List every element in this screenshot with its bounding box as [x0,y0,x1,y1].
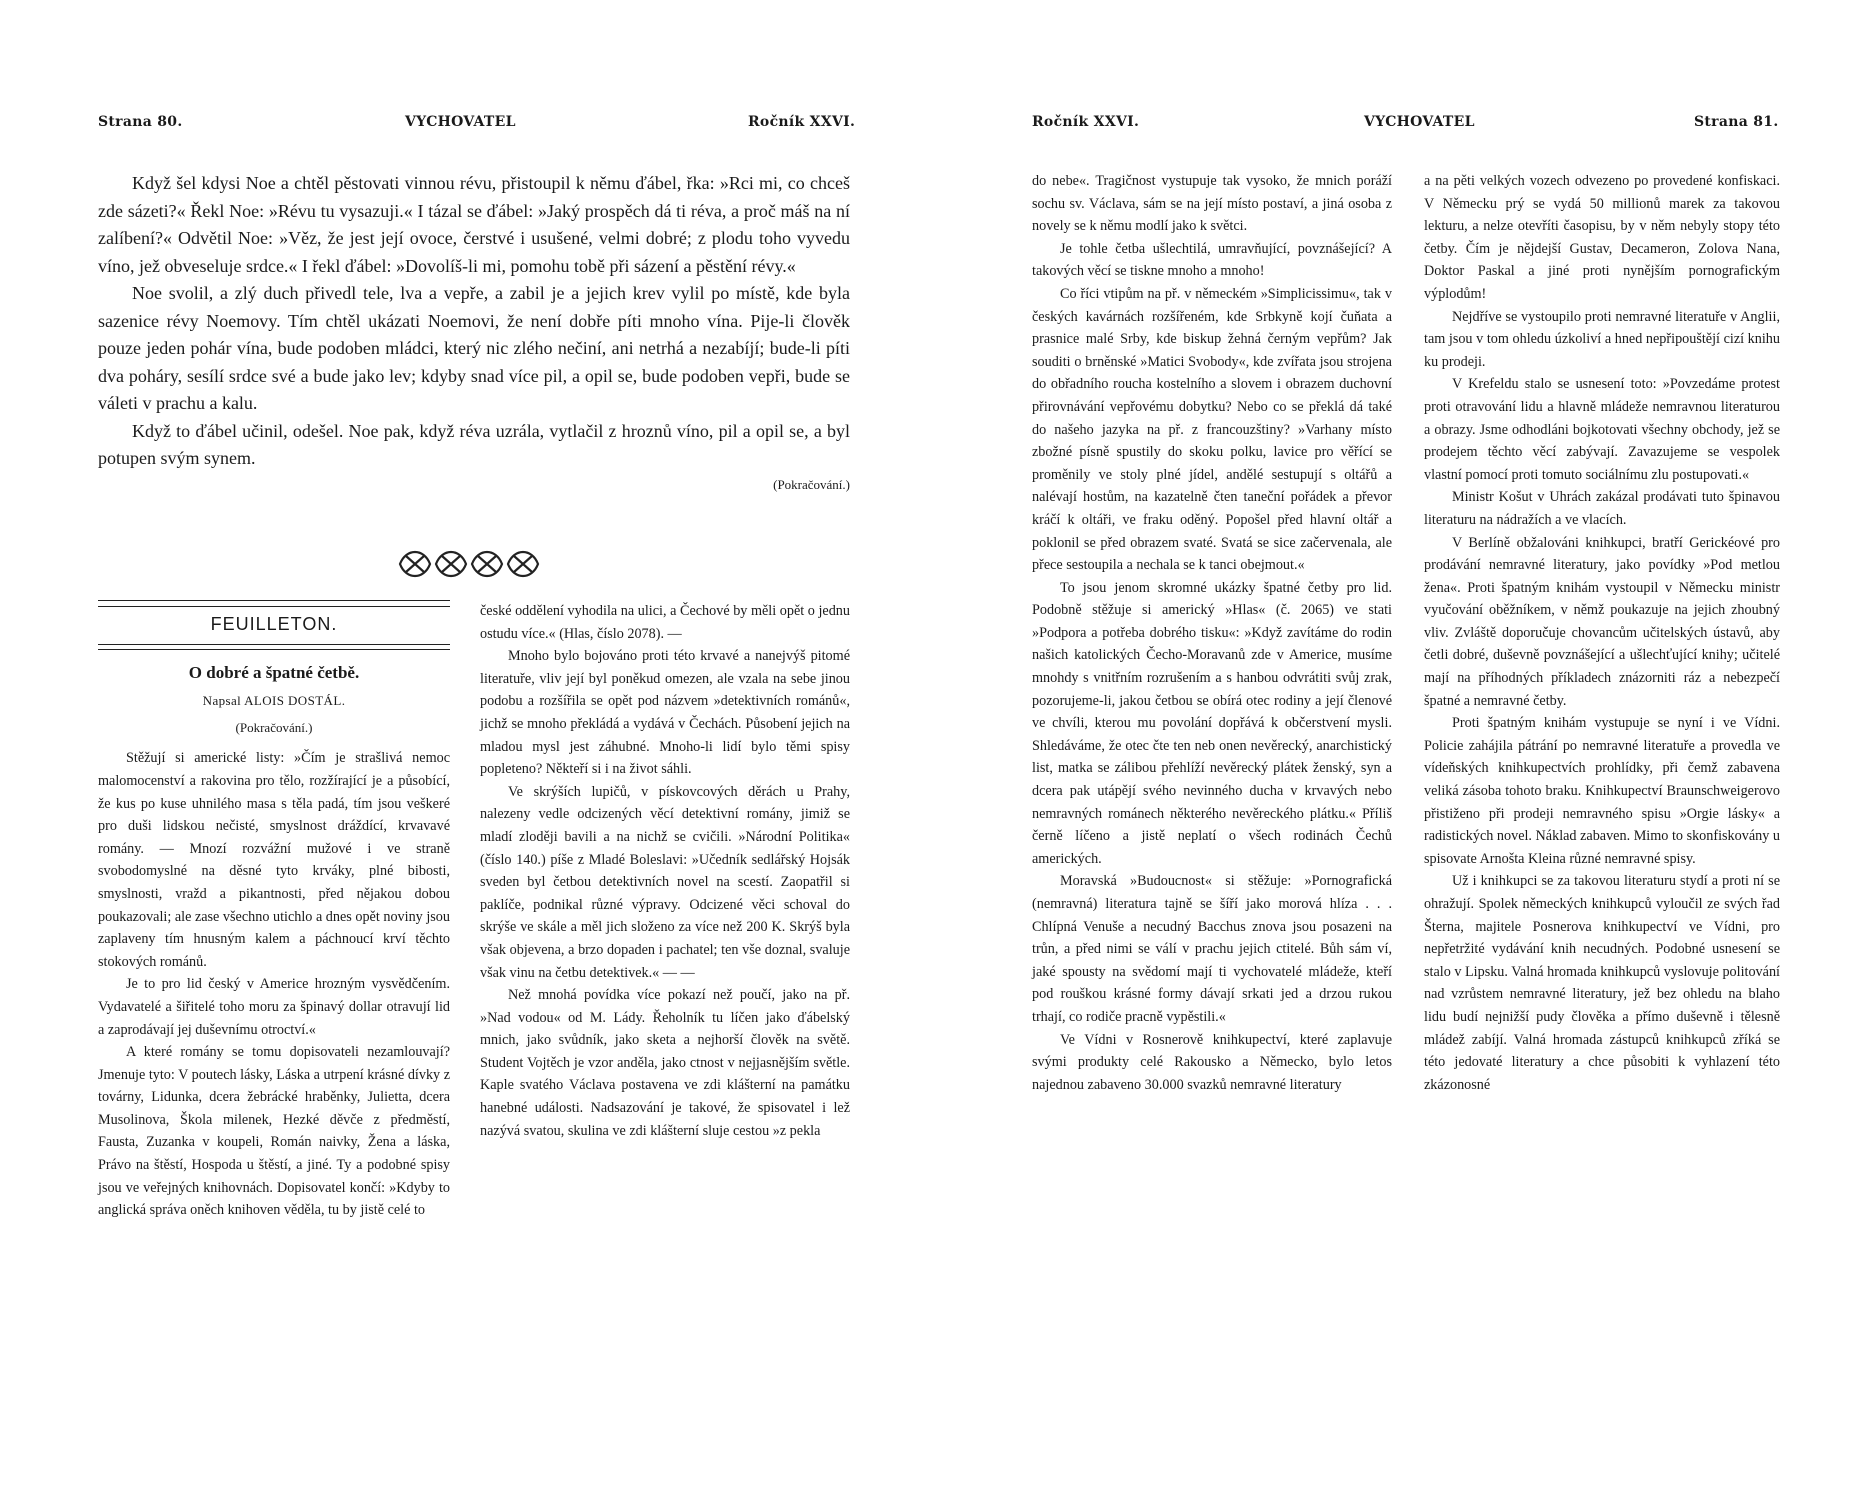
page-number: Strana 81. [1694,114,1779,130]
continuation-note: (Pokračování.) [773,476,850,492]
journal-title: VYCHOVATEL [405,114,516,130]
paragraph: Mnoho bylo bojováno proti této krvavé a nanejvýš pitomé literatuře, vliv její byl poněkud omezen, ale vzala na sebe jinou podobu a rozšířila se opět pod názvem »detektivních románů«, jichž se mnoho překládá a vydává v Čechách. Působení jejich na mladou mysl jest záhubné. Mnoho-li lidí bylo těmi spisy popleteno? Někteří si i na život sáhli. [480,648,850,778]
paragraph: Noe svolil, a zlý duch přivedl tele, lva a vepře, a zabil je a jejich krev vylil po místě, kde byla sazenice révy Noemovy. Tím chtěl ukázati Noemovi, že není dobře píti mnoho vína. Pije-li člověk pouze jeden pohár vína, bude podoben mládci, který nic zlého nečiní, ani netrhá a nezabíjí; bude-li píti dva poháry, sesílí srdce své a bude jako lev; kdyby snad více pil, a opil se, bude podoben vepři, bude se váleti v prachu a kalu. [98,283,850,413]
article-column-4 [1424,170,1780,1096]
double-rule [98,600,450,607]
right-page [934,0,1868,1500]
page-number: Strana 80. [98,114,183,130]
paragraph: české oddělení vyhodila na ulici, a Čechové by měli opět o jednu ostudu více.« (Hlas, číslo 2078). — [480,603,850,642]
paragraph: Ve Vídni v Rosnerově knihkupectví, které zaplavuje svými produkty celé Rakousko a Německo, bylo letos najednou zabaveno 30.000 svazků nemravné literatury [1032,1031,1392,1093]
paragraph: Ve skrýších lupičů, v pískovcových děrách u Prahy, nalezeny vedle odcizených věcí detektivní romány, jimiž se mladí zloději bavili a na nichž se cvičili. »Národní Politika« (číslo 140.) píše z Mladé Boleslavi: »Učedník sedlářský Hojsák sveden byl četbou detektivních novel na scestí. Zaopatřil si paklíče, podnikal různé výpravy. Odcizené věci schoval do skrýše ve skále a měl jich složeno za více než 200 K. Skrýš byla však objevena, a brzo dopaden i pachatel; ten vše doznal, svaluje však vinu na četbu detektivek.« — — [480,783,850,981]
ornament-icon [396,544,546,584]
paragraph: Stěžují si americké listy: »Čím je strašlivá nemoc malomocenství a rakovina pro tělo, rozžírající je a působící, že kus po kuse uhnilého masa s těla padá, tím jsou veškeré pro duši lidskou nečisté, smyslnost dráždící, krvavavé romány. — Mnozí rozvážní mužové i ve straně svobodomyslné na děsné tyto krváky, plné bibosti, smyslnosti, vražd a pikantnosti, před nějakou dobou poukazovali; ale zase všechno utichlo a dnes opět noviny jsou zaplaveny tím hnusným kalem a páchnoucí krví těchto stokových románů. [98,750,450,970]
feuilleton-column-2 [480,600,850,1142]
paragraph: Je to pro lid český v Americe hrozným vysvědčením. Vydavatelé a šiřitelé toho moru za špinavý dollar otravují lid a zaprodávají jej duševnímu otroctví.« [98,976,450,1038]
article-title: O dobré a špatné četbě. [188,662,360,682]
continued-note: (Pokračování.) [235,719,313,735]
volume-number: Ročník XXVI. [748,114,856,130]
feuilleton-column-1 [98,600,450,1222]
section-heading: FEUILLETON. [210,614,338,634]
byline: Napsal ALOIS DOSTÁL. [202,693,346,709]
paragraph: Když šel kdysi Noe a chtěl pěstovati vinnou révu, přistoupil k němu ďábel, řka: »Rci mi, co chceš zde sázeti?« Řekl Noe: »Révu tu vysazuji.« I tázal se ďábel: »Jaký prospěch dá ti réva, a proč máš na ní zalíbení?« Odvětil Noe: »Věz, že jest její ovoce, čerstvé i usušené, velmi dobré; z plodu toho vyvedu víno, jež obveseluje srdce.« I řekl ďábel: »Dovolíš-li mi, pomohu tobě při sázení a pěstění révy.« [98,173,850,276]
paragraph: V Berlíně obžalováni knihkupci, bratří Gerickéové pro prodávání nemravné literatury, jako povídky »Pod metlou žena«. Proti špatným knihám vystoupil v Německu ministr vyučování oběžníkem, v němž poukazuje na jejich zhoubný vliv. Zvláště doporučuje chovancům učitelských ústavů, aby četli dobré, duševně povznášející a ušlechťující knihy; učitelé mají na příhodných příkladech znázorniti ráz a nebezpečí špatné a nemravné četby. [1424,534,1780,709]
paragraph: Je tohle četba ušlechtilá, umravňující, povznášející? A takových věcí se tiskne mnoho a mnoho! [1032,240,1392,280]
paragraph: Už i knihkupci se za takovou literaturu stydí a proti ní se ohražují. Spolek německých knihkupců vyloučil ze svých řad Šterna, majitele Posnerova knihkupectví ve Vídni, pro nepřetržité vydávání knih necudných. Podobné usnesení se stalo v Lipsku. Valná hromada knihkupců vyslovuje politování nad vzrůstem nemravné literatury, jež bez ohledu na blaho lidu budí nejnižší pudy člověka a přímo duševně i tělesně mládež zabíjí. Valná hromada zástupců knihkupců zříká se této jedovaté literatury a chce působiti k vyhlazení této zkázonosné [1424,873,1780,1093]
paragraph: Co říci vtipům na př. v německém »Simplicissimu«, tak v českých kavárnách rozšířeném, kde Srbkyně kojí čuňata a prasnice malé Srby, kde biskup žehná černým vepřům? Jak souditi o brněnské »Matici Svobody«, kde zvířata jsou strojena do obřadního roucha kostelního a slovem i obrazem duchovní přirovnávání vepřovému dobytku? Nebo co se překlá dá také do našeho jazyka na př. z francouzštiny? »Varhany místo zbožné písně spustily do skoku polku, lavice pro věřící se proměnily ve stoly plné jídel, andělé sestupují s oltářů a nalévají hostům, na kazatelně čten taneční pořádek a převor kráčí k oltáři, ve fraku oděný. Popošel před hlavní oltář a poklonil se před obrazem svaté. Svatá se sice začervenala, ale přece sestoupila a nechala se k tanci obejmout.« [1032,285,1392,574]
paragraph: Ministr Košut v Uhrách zakázal prodávati tuto špinavou literaturu na nádražích a ve vlacích. [1424,489,1780,528]
paragraph: To jsou jenom skromné ukázky špatné četby pro lid. Podobně stěžuje si americký »Hlas« (č. 2065) ve stati »Podpora a potřeba dobrého tisku«: »Když zavítáme do rodin našich katolických Čecho-Moravanů zde v Americe, musíme mnohdy s vnitřním rozrušením a s hanbou odvrátiti svůj zrak, pozorujeme-li, jakou četbou se obírá otec rodiny a její členové ve chvíli, kterou mu povolání dopřává k občerstvení mysli. Shledáváme, že otec čte ten neb onen nevěrecký, anarchistický list, matka se zálibou přehlíží nevěrecký plátek ženský, syn a dcera pak utápějí svého nevinného ducha v krvavých nebo nemravných románech některého nevěreckého plátku.« Příliš černě líčeno a jistě neplatí o všech rodinách Čechů amerických. [1032,579,1392,867]
paragraph: Nejdříve se vystoupilo proti nemravné literatuře v Anglii, tam jsou v tom ohledu úzkoliví a hned nepřipouštějí cizí knihu ku prodeji. [1424,308,1780,370]
paragraph: Když to ďábel učinil, odešel. Noe pak, když réva uzrála, vytlačil z hroznů víno, pil a opil se, a byl potupen svým synem. [98,420,850,468]
story-block [98,170,850,498]
journal-title: VYCHOVATEL [1364,114,1475,130]
paragraph: a na pěti velkých vozech odvezeno po provedené konfiskaci. V Německu prý se vydá 50 millionů marek za takovou lekturu, a nelze otevříti časopisu, by v něm nebyly stopy této četby. Čím je nějdejší Gustav, Decameron, Zolova Nana, Doktor Paskal a jiné proti nynějším pornografickým výplodům! [1424,173,1780,302]
double-rule [98,644,450,650]
paragraph: V Krefeldu stalo se usnesení toto: »Povzedáme protest proti otravování lidu a hlavně mládeže nemravnou literaturou a obrazy. Jsme odhodláni bojkotovati všechny obchody, jež se prodejem těchto věcí zabývají. Zavazujeme se vespolek vlastní pomocí proti tomuto sociálnímu zlu postupovati.« [1424,376,1780,483]
paragraph: Proti špatným knihám vystupuje se nyní i ve Vídni. Policie zahájila pátrání po nemravné literatuře a provedla ve vídeňských knihkupectvích prohlídky, při čemž zabavena veliká zásoba tohoto braku. Knihkupectví Braunschweigerovo přistiženo při prodeji nemravného spisu »Orgie lásky« a radistických novel. Náklad zabaven. Mimo to skonfiskovány u spisovate Arnošta Kleina různé nemravné spisy. [1424,715,1780,867]
article-column-3 [1032,170,1392,1096]
paragraph: Moravská »Budoucnost« si stěžuje: »Pornografická (nemravná) literatura tajně se šíří jako morová hlíza . . . Chlípná Venuše a necudný Bacchus znova jsou posazeni na trůn, a před nimi se válí v prachu jejich ctitelé. Bůh sám ví, jaké spousty na svědomí mají ti vychovatelé mládeže, kteří pod rouškou krásné formy dávají srkati jed a drzou rukou trhají, co rodiče pracně vypěstili.« [1032,873,1392,1025]
paragraph: A které romány se tomu dopisovateli nezamlouvají? Jmenuje tyto: V poutech lásky, Láska a utrpení krásné dívky z továrny, Lidunka, dcera žebrácké hraběnky, Julietta, dcera Musolinova, Škola milenek, Hezké děvče z předměstí, Fausta, Zuzanka v koupeli, Román naivky, Žena a láska, Právo na štěstí, Hospoda u štěstí, a jiné. Ty a podobné spisy jsou ve veřejných knihovnách. Dopisovatel končí: »Kdyby to anglická správa oněch knihoven věděla, tu by jistě celé to [98,1044,450,1219]
paragraph: do nebe«. Tragičnost vystupuje tak vysoko, že mnich poráží sochu sv. Václava, sám se na její místo postaví, a jiná osoba z novely se k němu modlí jako k světci. [1032,173,1392,235]
paragraph: Než mnohá povídka více pokazí než poučí, jako na př. »Nad vodou« od M. Lády. Řeholník tu líčen jako ďábelský mnich, jako svůdník, jako sketa a nejhorší člověk na světě. Student Vojtěch je vzor anděla, jako ctnost v nejjasnějším světle. Kaple svatého Václava postavena ve zdi klášterní na památku hanebné události. Nadsazování je takové, že spisovatel i lež nazývá svatou, skulina ve zdi klášterní sluje cestou »z pekla [480,987,850,1139]
volume-number: Ročník XXVI. [1032,114,1140,130]
